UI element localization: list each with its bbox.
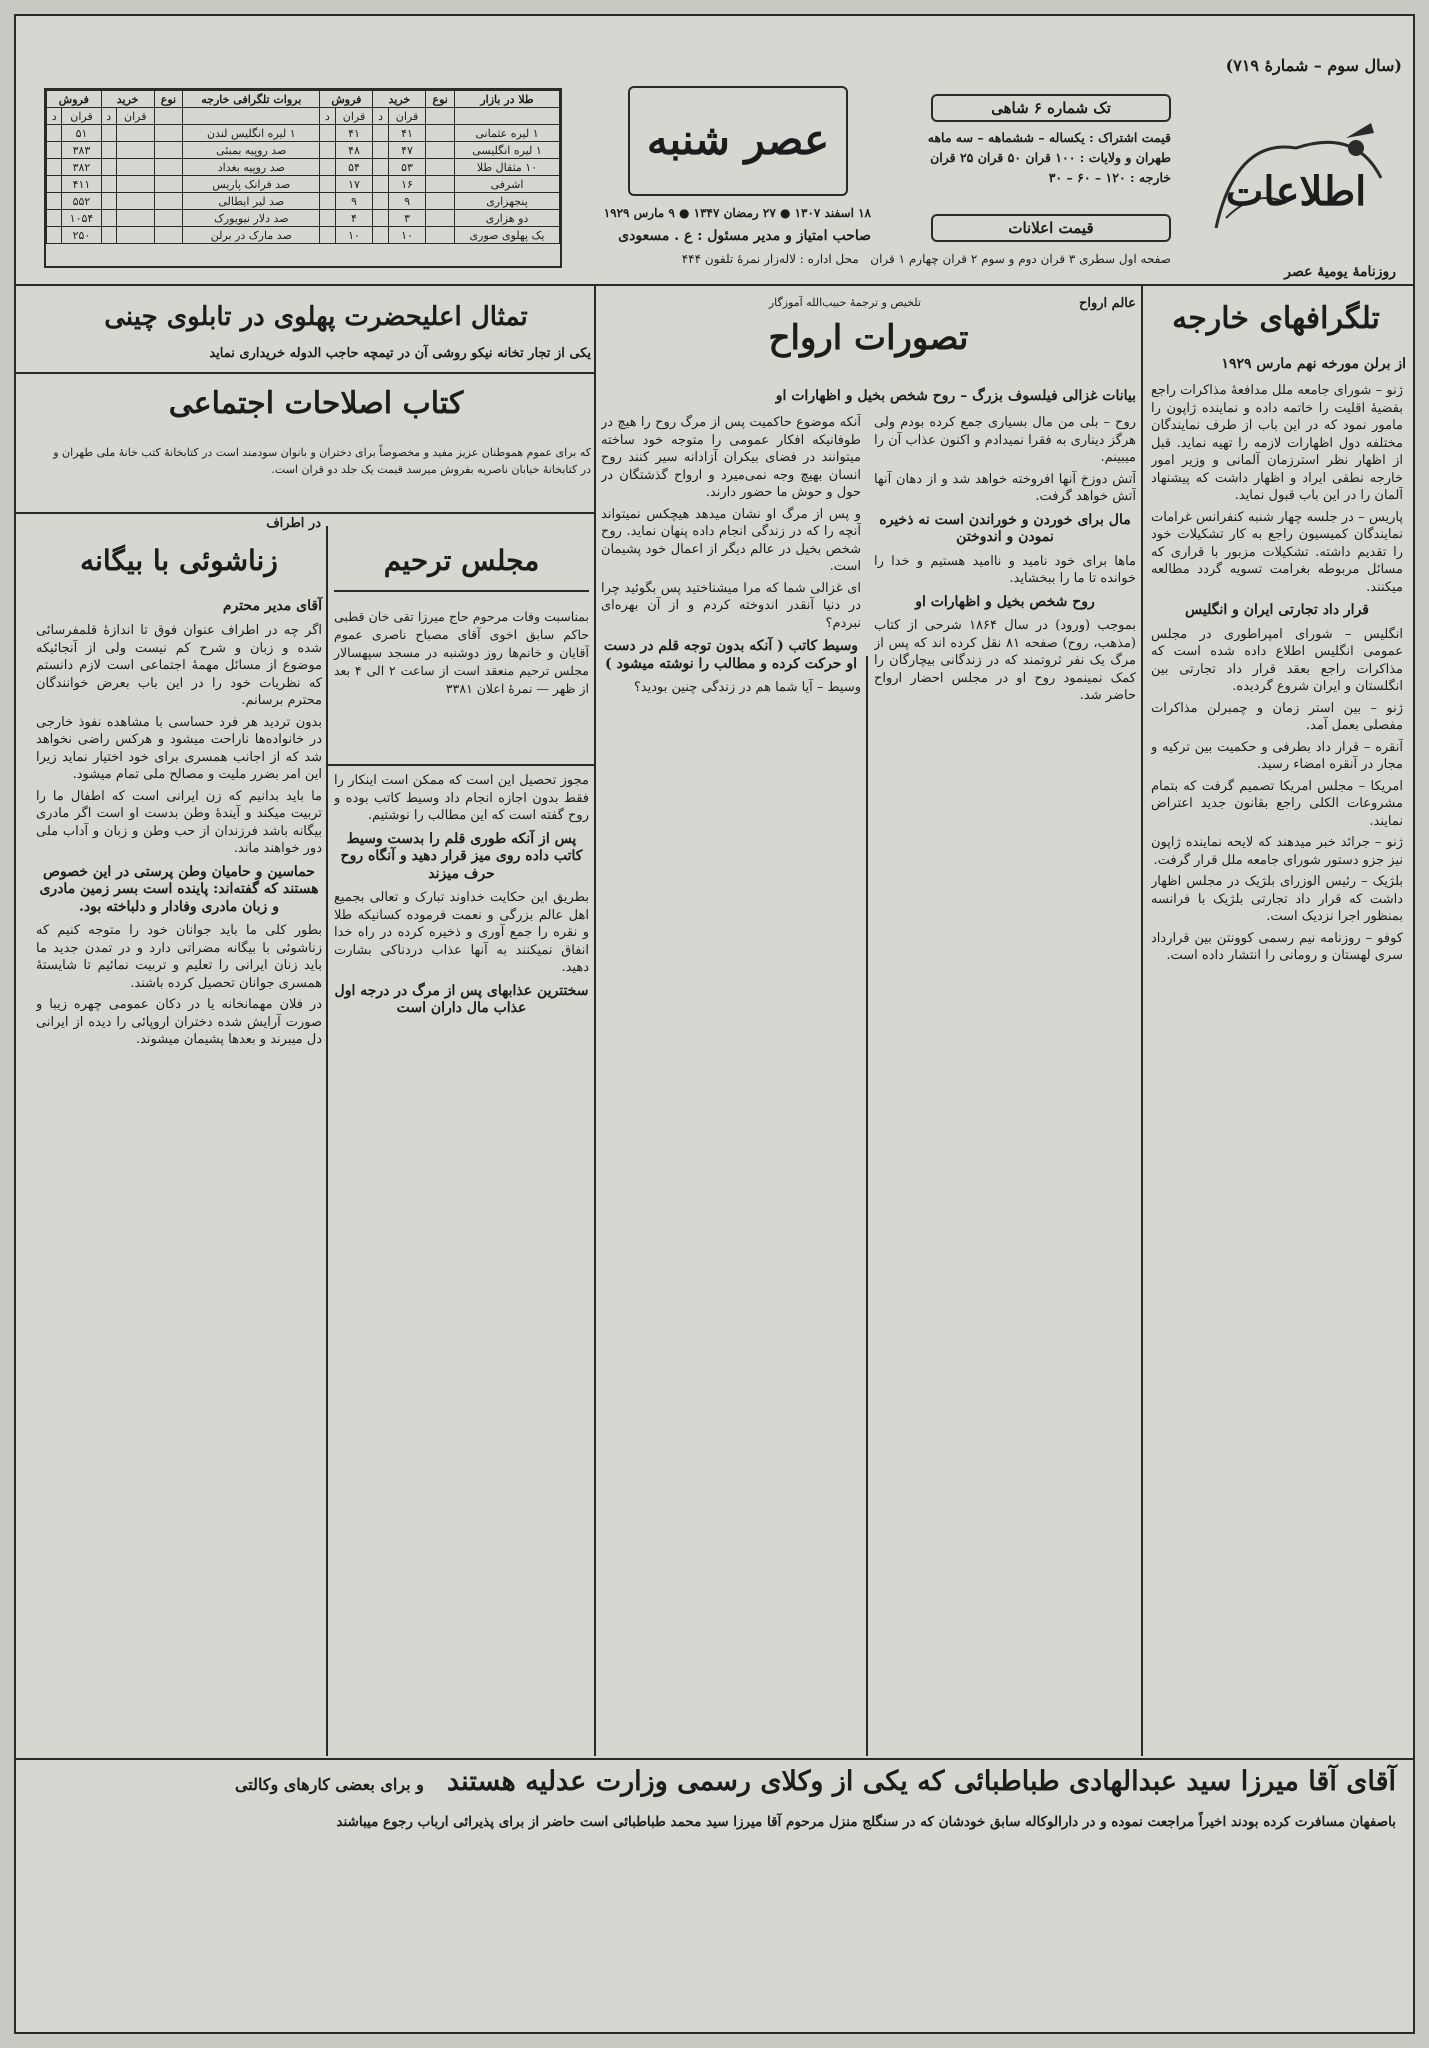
exchange-column-header: بروات تلگرافی خارجه [183, 91, 320, 108]
price-cell: اشرفی [455, 176, 560, 193]
book-title: کتاب اصلاحات اجتماعی [168, 386, 464, 421]
column-divider-1 [1141, 286, 1143, 1756]
exchange-sell-header: فروش [47, 91, 102, 108]
price-cell [47, 159, 62, 176]
price-subheader-cell [455, 108, 560, 125]
daily-label: روزنامهٔ یومیهٔ عصر [1284, 264, 1396, 280]
price-subheader-cell: قران [388, 108, 426, 125]
middle-column-body [334, 772, 589, 1750]
subscription-abroad: خارجه : ۱۲۰ – ۶۰ – ۳۰ [1048, 170, 1171, 185]
price-cell: ۲۵۰ [62, 227, 101, 244]
logo-wordmark: اطلاعات [1225, 168, 1367, 215]
price-cell [373, 142, 388, 159]
price-cell [373, 193, 388, 210]
price-cell: ۴ [335, 210, 373, 227]
newspaper-page [14, 14, 1415, 2034]
telegram-paragraph: بلژیک – رئیس الوزرای بلژیک در مجلس اظهار داشت که قرار داد تجارتی بلژیک با فرانسه بمنظور اجرا نزدیک است. [1151, 874, 1403, 924]
price-cell: ۱۷ [335, 176, 373, 193]
price-cell: صد روپیه بمبئی [183, 142, 320, 159]
price-cell [101, 159, 116, 176]
price-cell [47, 125, 62, 142]
marriage-highlight: حماسین و حامیان وطن پرستی در این خصوص هستند که گفته‌اند: پاینده است بسر زمین مادری و زبان مادری وفادار و دلباخته بود. [39, 863, 319, 915]
price-table-grid [46, 90, 560, 244]
price-cell [116, 176, 154, 193]
gold-sell-header: فروش [320, 91, 373, 108]
price-cell [47, 210, 62, 227]
price-cell: دو هزاری [455, 210, 560, 227]
telegram-paragraph: کوفو – روزنامه نیم رسمی کوونتن بین قرارداد سری لهستان و رومانی را انتشار داده است. [1151, 930, 1403, 963]
marriage-paragraph: بطور کلی ما باید جوانان خود را متوجه کنیم که زناشوئی با بیگانه مضراتی دارد و در تمدن جدید ما باید زنان ایرانی را تعلیم و تربیت نمائیم تا شایستهٔ همسری جوانان تحصیل کرده باشند. [36, 923, 322, 991]
price-cell: ۱۰ [335, 227, 373, 244]
spirits-title: تصورات ارواح [768, 318, 969, 358]
spirits-bold-line: مال برای خوردن و خوراندن است نه ذخیره نمودن و اندوختن [879, 511, 1131, 545]
price-cell [101, 210, 116, 227]
date-line: ۱۸ اسفند ۱۳۰۷ ● ۲۷ رمضان ۱۳۴۷ ● ۹ مارس ۱۹۲۹ [603, 206, 871, 220]
price-cell [154, 125, 183, 142]
price-cell [373, 176, 388, 193]
price-cell: ۱۶ [388, 176, 426, 193]
marriage-paragraph: در فلان مهمانخانه یا در دکان عمومی چهره زیبا و صورت آرایش شده دختران اروپائی را دیده از ایرانی دل میبرند و بعدها پشیمان میشوند. [36, 997, 322, 1047]
price-cell: ۵۱ [62, 125, 101, 142]
spirits-section: عالم ارواح [1078, 296, 1136, 311]
price-row [47, 159, 560, 176]
middle-paragraph: مجوز تحصیل این است که ممکن است اینکار را فقط بدون اجازه انجام داد وسیط کاتب بوده و روح گفته است که این مطالب را نوشتیم. [334, 773, 589, 823]
spirits-paragraph: آتش دوزخ آنها افروخته خواهد شد و از دهان آنها آتش خواهد گرفت. [874, 471, 1136, 504]
price-cell: ۵۴ [335, 159, 373, 176]
spirits-paragraph: روح – بلی من مال بسیاری جمع کرده بودم ولی هرگز دیناری به فقرا نمیدادم و اکنون عذاب آن را میبینم. [874, 415, 1136, 465]
book-divider [16, 512, 594, 514]
price-cell [320, 125, 335, 142]
telegrams-dateline: از برلن مورخه نهم مارس ۱۹۲۹ [1221, 356, 1406, 372]
price-cell: ۱ لیره انگلیسی [455, 142, 560, 159]
price-subheader-cell [426, 108, 455, 125]
telegram-subheading: قرار داد تجارتی ایران و انگلیس [1185, 602, 1369, 618]
price-cell [116, 227, 154, 244]
price-cell [154, 193, 183, 210]
price-row [47, 227, 560, 244]
price-cell: ۳ [388, 210, 426, 227]
price-cell: ۹ [335, 193, 373, 210]
spirits-paragraph: و پس از مرگ او نشان میدهد هیچکس نمیتواند آنچه را که در زندگی انجام داده پنهان نماید. روح شخص بخیل در عالم دیگر از اعمال خود پشیمان است. [601, 506, 861, 574]
spirits-subheading: روح شخص بخیل و اظهارات او [915, 593, 1095, 610]
price-cell: ۹ [388, 193, 426, 210]
price-cell: ۱۰ [388, 227, 426, 244]
price-cell [373, 210, 388, 227]
spirits-paragraph: وسیط – آیا شما هم در زندگی چنین بودید؟ [633, 680, 861, 695]
price-cell [426, 159, 455, 176]
price-cell [426, 193, 455, 210]
subscription-title: قیمت اشتراک : یکساله – ششماهه – سه ماهه [927, 130, 1171, 145]
spirits-bold-line: وسیط کاتب ( آنکه بدون توجه قلم در دست او حرکت کرده و مطالب را نوشته میشود ) [603, 638, 859, 672]
price-cell: صد روپیه بغداد [183, 159, 320, 176]
price-cell [101, 142, 116, 159]
price-cell: ۴۱ [388, 125, 426, 142]
price-cell [116, 125, 154, 142]
telegrams-body [1151, 382, 1403, 1752]
subscription-info [871, 128, 1171, 208]
telegrams-title: تلگرافهای خارجه [1172, 301, 1380, 336]
price-cell [116, 159, 154, 176]
price-cell: صد مارک در برلن [183, 227, 320, 244]
marriage-paragraph: اگر چه در اطراف عنوان فوق تا اندازهٔ قلمفرسائی شده و زبان و شرح کم نیست ولی از آنجائیکه موضوع از مسائل مهمهٔ اجتماعی است لازم دانستم که نظریات خود را در این باب بعرض خوانندگان محترم برسانم. [36, 623, 322, 708]
price-cell [116, 193, 154, 210]
single-price-box: تک شماره ۶ شاهی [931, 94, 1171, 122]
bottom-subline: باصفهان مسافرت کرده بودند اخیراً مراجعت نموده و در دارالوکاله سابق خودشان که در سنگلج منزل مرحوم آقا میرزا سید محمد طباطبائی است حاضر از برای پذیرائی ارباب رجوع میباشند [336, 1814, 1396, 1830]
price-subheader-cell [154, 108, 183, 125]
price-row [47, 125, 560, 142]
price-row [47, 193, 560, 210]
price-cell [101, 193, 116, 210]
spirits-paragraph: ماها برای خود نامید و ناامید هستیم و خدا را خوانده تا ما را ببخشاید. [874, 553, 1136, 586]
price-cell [47, 142, 62, 159]
telegram-paragraph: ژنو – بین استر زمان و چمبرلن مذاکرات مفصلی بعمل آمد. [1151, 700, 1403, 733]
price-cell [426, 210, 455, 227]
price-cell: ۱ لیره عثمانی [455, 125, 560, 142]
price-cell [426, 227, 455, 244]
price-cell [426, 125, 455, 142]
price-cell [320, 210, 335, 227]
marriage-paragraph: ما باید بدانیم که زن ایرانی است که اطفال ما را تربیت میکند و آیندهٔ وطن بدست او است اگر مادری بیگانه باشد فرزندان از حب وطن و زبان و آداب ملی دور خواهند ماند. [36, 788, 322, 856]
price-cell [47, 193, 62, 210]
price-cell [154, 142, 183, 159]
spirits-paragraph: ای غزالی شما که مرا میشناختید پس بگوئید چرا در دنیا آنقدر اندوخته کردم و از آن بهره‌ای نبردم؟ [601, 580, 861, 631]
owner-line: صاحب امتیاز و مدیر مسئول : ع . مسعودی [618, 228, 871, 244]
telegram-paragraph: ژنو – شورای جامعه ملل مدافعهٔ مذاکرات راجع بقضیهٔ اقلیت را خاتمه داده و نماینده ژاپون را مامور نمود که در این باب از طرف نمایندگان مختلفه دول اظهارات لازمه را تهیه نماید. قبل از اظهار نظر استرزمان آلمانی و وزیر امور خارجه نطقی ایراد و اظهار داشت که پیشنهاد آلمان را در این باب قبول نماید. [1151, 383, 1403, 503]
bottom-headline-row [36, 1766, 1396, 1806]
marriage-section: در اطراف [266, 516, 321, 531]
price-row [47, 142, 560, 159]
price-cell [426, 142, 455, 159]
column-divider-4 [866, 656, 868, 1756]
gold-buy-header: خرید [373, 91, 426, 108]
statue-title: تمثال اعلیحضرت پهلوی در تابلوی چینی [104, 302, 528, 332]
telegram-paragraph: امریکا – مجلس امریکا تصمیم گرفت که بتمام مشروعات الکلی راجع بقانون جدید اعتراض نمایند. [1151, 778, 1403, 829]
price-cell: ۴۱ [335, 125, 373, 142]
price-row [47, 176, 560, 193]
column-divider-3 [326, 526, 328, 1756]
ads-text: صفحه اول سطری ۳ قران دوم و سوم ۲ قران چهارم ۱ قران [870, 252, 1171, 266]
memorial-divider [328, 764, 594, 766]
memorial-body: بمناسبت وفات مرحوم حاج میرزا تقی خان قطبی حاکم سابق اخوی آقای مصباح ناصری عموم آقایان و خانم‌ها روز دوشنبه در مسجد سپهسالار مجلس ترحیم منعقد است از ساعت ۲ الی ۴ بعد از ظهر — نمرهٔ اعلان ۳۳۸۱ [334, 609, 589, 696]
book-body: که برای عموم هموطنان عزیز مفید و مخصوصاً برای دختران و بانوان سودمند است در کتابخانهٔ کتب خانهٔ ملی طهران و در کتابخانهٔ خیابان ناصریه بفروش میرسد قیمت یک جلد دو قران است. [53, 446, 591, 476]
price-cell [320, 159, 335, 176]
middle-paragraph: بطریق این حکایت خداوند تبارک و تعالی بجمیع اهل عالم بزرگی و نعمت فرموده کسانیکه طلا و نقره را جمع آوری و ذخیره کرده در راه خدا انفاق نمیکنند به آنها عذاب دردناکی بشارت دهید. [334, 890, 589, 975]
bottom-headline: آقای آقا میرزا سید عبدالهادی طباطبائی که یکی از وکلای رسمی وزارت عدلیه هستند [447, 1766, 1396, 1797]
price-cell [116, 142, 154, 159]
price-cell: ۵۳ [388, 159, 426, 176]
exchange-type-header: نوع [154, 91, 183, 108]
price-subheader-row [47, 108, 560, 125]
price-subheader-cell: قران [116, 108, 154, 125]
telegram-paragraph: پاریس – در جلسه چهار شنبه کنفرانس غرامات نمایندگان کمیسیون راجع به کار تشکیلات خود را تقدیم داشته. تشکیلات مزبور با قراری که مسائل مربوطه بغرامت تسویه گردد مطالعه میکنند. [1151, 509, 1403, 595]
marriage-paragraph: بدون تردید هر فرد حساسی با مشاهده نفوذ خارجی در خانواده‌ها ناراحت میشود و هرکس راضی نخواهد شد که از اجانب همسری برای خود اختیار نماید زیرا این امر بضرر ملیت و مصالح ملی تمام میشود. [36, 714, 322, 782]
bottom-headline-side: و برای بعضی کارهای وکالتی [234, 1775, 424, 1794]
gold-type-header: نوع [426, 91, 455, 108]
office-line: محل اداره : لاله‌زار نمرهٔ تلفون ۴۴۴ [681, 252, 859, 266]
price-cell: ۴۸ [335, 142, 373, 159]
price-cell: ۳۸۳ [62, 142, 101, 159]
price-subheader-cell: د [320, 108, 335, 125]
telegram-paragraph: انگلیس – شورای امپراطوری در مجلس عمومی انگلیس اطلاع داده شده است که مذاکرات راجع بعقد قرار داد تجارتی بین انگلستان و ایران شروع گردیده. [1151, 626, 1403, 694]
logo [1196, 108, 1396, 258]
telegram-paragraph: آنقره – قرار داد بطرفی و حکمیت بین ترکیه و مجار در آنقره امضاء رسید. [1151, 739, 1403, 772]
price-cell [101, 227, 116, 244]
price-cell: ۱۰۵۴ [62, 210, 101, 227]
middle-bold-line: سختترین عذابهای پس از مرگ در درجه اول عذاب مال داران است [334, 982, 589, 1016]
price-cell: ۱۰ مثقال طلا [455, 159, 560, 176]
telegram-paragraph: ژنو – جرائد خبر میدهند که لایحه نماینده ژاپون نیز جزو دستور شورای جامعه ملل قرار گرفت. [1151, 835, 1403, 868]
price-cell [47, 176, 62, 193]
price-cell [154, 176, 183, 193]
price-cell [373, 125, 388, 142]
price-cell [154, 159, 183, 176]
spirits-column-left [601, 414, 861, 1749]
price-cell: ۳۸۲ [62, 159, 101, 176]
price-cell [426, 176, 455, 193]
price-cell [320, 176, 335, 193]
masthead-divider [16, 284, 1413, 286]
spirits-column-right [874, 414, 1136, 1749]
price-cell [154, 227, 183, 244]
price-cell: صد فرانک پاریس [183, 176, 320, 193]
column-divider-2 [594, 286, 596, 1756]
price-cell: ۵۵۲ [62, 193, 101, 210]
price-cell: ۴۷ [388, 142, 426, 159]
price-cell [320, 193, 335, 210]
price-cell: پنجهزاری [455, 193, 560, 210]
subscription-tehran: طهران و ولایات : ۱۰۰ قران ۵۰ قران ۲۵ قران [930, 150, 1171, 165]
price-table [44, 88, 562, 268]
price-cell: یک پهلوی صوری [455, 227, 560, 244]
price-cell [47, 227, 62, 244]
price-subheader-cell [183, 108, 320, 125]
price-row [47, 210, 560, 227]
bottom-divider [16, 1758, 1413, 1760]
spirits-paragraph: آنکه موضوع حاکمیت پس از مرگ روح را هیچ در طوفانیکه افکار عمومی را متوجه خود ساخته میتوانند در فضای بیکران آزادانه سیر کنند روح انسان بهیچ وجه نمی‌میرد و ارواح گذشتگان در حول و حوش ما حضور دارند. [601, 415, 861, 500]
price-subheader-cell: قران [335, 108, 373, 125]
spirits-subtitle: بیانات غزالی فیلسوف بزرگ – روح شخص بخیل و اظهارات او [775, 388, 1136, 404]
price-subheader-cell: د [47, 108, 62, 125]
ads-price-box: قیمت اعلانات [931, 214, 1171, 242]
price-cell [373, 227, 388, 244]
price-cell [373, 159, 388, 176]
price-cell: ۱ لیره انگلیس لندن [183, 125, 320, 142]
ads-line [571, 252, 1171, 274]
price-cell [320, 227, 335, 244]
price-subheader-cell: قران [62, 108, 101, 125]
price-subheader-cell: د [101, 108, 116, 125]
issue-number: (سال سوم – شمارهٔ ۷۱۹) [1225, 56, 1402, 75]
paper-name: عصر شنبه [628, 86, 848, 196]
price-cell: صد لیر ایطالی [183, 193, 320, 210]
price-cell [116, 210, 154, 227]
marriage-salutation: آقای مدیر محترم [222, 598, 322, 614]
gold-column-header: طلا در بازار [455, 91, 560, 108]
exchange-buy-header: خرید [101, 91, 154, 108]
marriage-body [36, 622, 322, 1750]
price-cell: ۴۱۱ [62, 176, 101, 193]
statue-subtitle: یکی از تجار تخانه نیکو روشی آن در تیمچه حاجب الدوله خریداری نماید [209, 346, 591, 361]
price-cell: صد دلار نیویورک [183, 210, 320, 227]
price-cell [154, 210, 183, 227]
spirits-paragraph: بموجب (ورود) در سال ۱۸۶۴ شرحی از کتاب (مذهب، روح) صفحه ۸۱ نقل کرده اند که پس از مرگ یک نفر ثروتمند که در زندگانی بیچارگان را کمک نمینمود روح او در مجلس احضار ارواح حاضر شد. [874, 618, 1136, 703]
memorial-title: مجلس ترحیم [334, 544, 589, 592]
spirits-credit: تلخیص و ترجمهٔ حبیب‌الله آموزگار [768, 296, 921, 309]
price-cell [101, 125, 116, 142]
price-subheader-cell: د [373, 108, 388, 125]
price-cell [320, 142, 335, 159]
price-cell [101, 176, 116, 193]
middle-bold-line: پس از آنکه طوری قلم را بدست وسیط کاتب داده روی میز قرار دهید و آنگاه روح حرف میزند [340, 830, 583, 882]
marriage-title: زناشوئی با بیگانه [80, 544, 278, 577]
statue-divider [16, 372, 594, 374]
